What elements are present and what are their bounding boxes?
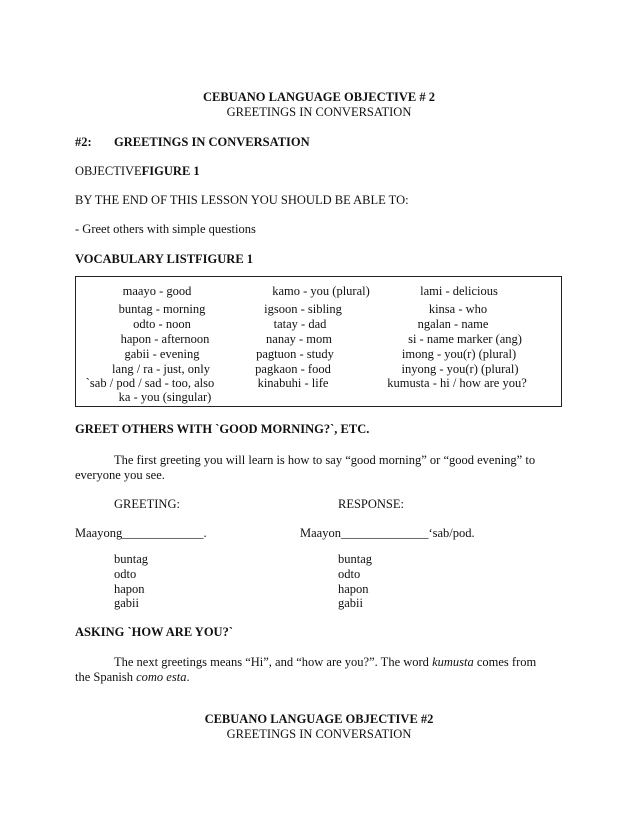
asking-text: the Spanish: [75, 670, 137, 684]
vocab-entry: lang / ra - just, only: [112, 362, 210, 376]
vocab-entry: ka - you (singular): [118, 390, 212, 404]
asking-text: comes from: [473, 655, 537, 669]
objective-item: - Greet others with simple questions: [75, 222, 256, 236]
vocab-entry: imong - you(r) (plural): [401, 347, 517, 361]
asking-paragraph-line2: [75, 670, 190, 686]
vocab-entry: `sab / pod / sad - too, also: [85, 376, 215, 390]
objective-label: [75, 164, 200, 180]
asking-text: The next greetings means “Hi”, and “how are you?”. The word: [114, 655, 433, 669]
greeting-prompt: Maayong_____________.: [75, 526, 207, 540]
footer-subtitle: GREETINGS IN CONVERSATION: [226, 727, 412, 741]
greeting-word: hapon: [114, 582, 145, 596]
objective-figure-label: FIGURE 1: [141, 164, 200, 178]
greeting-word: buntag: [114, 552, 149, 566]
response-word: hapon: [338, 582, 369, 596]
asking-term-como-esta: como esta: [136, 670, 187, 684]
greeting-word: gabii: [114, 596, 139, 610]
response-word: odto: [338, 567, 361, 581]
vocab-entry: si - name marker (ang): [408, 332, 522, 346]
vocab-entry: pagkaon - food: [255, 362, 331, 376]
section-number: #2:: [75, 135, 92, 149]
response-prompt: Maayon______________‘sab/pod.: [300, 526, 475, 540]
page-subtitle: GREETINGS IN CONVERSATION: [226, 105, 412, 119]
vocab-entry: lami - delicious: [420, 284, 498, 298]
footer-title: CEBUANO LANGUAGE OBJECTIVE #2: [204, 712, 434, 726]
page-title: CEBUANO LANGUAGE OBJECTIVE # 2: [203, 90, 435, 104]
greet-paragraph-line1: The first greeting you will learn is how to say “good morning” or “good evening” to: [114, 453, 536, 467]
objective-intro: BY THE END OF THIS LESSON YOU SHOULD BE ABLE TO:: [75, 193, 409, 207]
vocab-entry: gabii - evening: [124, 347, 200, 361]
objective-label-plain: OBJECTIVE: [75, 164, 142, 178]
section-heading: GREETINGS IN CONVERSATION: [114, 135, 310, 149]
vocab-entry: kinsa - who: [428, 302, 488, 316]
greeting-column-label: GREETING:: [114, 497, 180, 511]
asking-term-kumusta: kumusta: [432, 655, 474, 669]
asking-heading: ASKING `HOW ARE YOU?`: [75, 625, 234, 639]
vocab-entry: hapon - afternoon: [120, 332, 210, 346]
response-column-label: RESPONSE:: [338, 497, 404, 511]
greet-heading: GREET OTHERS WITH `GOOD MORNING?`, ETC.: [75, 422, 370, 436]
greeting-word: odto: [114, 567, 137, 581]
vocab-entry: maayo - good: [122, 284, 192, 298]
response-word: buntag: [338, 552, 373, 566]
vocab-entry: nanay - mom: [266, 332, 332, 346]
vocab-entry: tatay - dad: [273, 317, 327, 331]
greet-paragraph-line2: everyone you see.: [75, 468, 165, 482]
vocab-entry: kamo - you (plural): [272, 284, 370, 298]
asking-text: .: [186, 670, 190, 684]
vocab-entry: igsoon - sibling: [264, 302, 342, 316]
vocabulary-heading: VOCABULARY LISTFIGURE 1: [75, 252, 254, 266]
response-word: gabii: [338, 596, 363, 610]
vocab-entry: ngalan - name: [417, 317, 489, 331]
vocab-entry: buntag - morning: [118, 302, 206, 316]
vocab-entry: kinabuhi - life: [257, 376, 329, 390]
vocab-entry: kumusta - hi / how are you?: [387, 376, 527, 390]
vocab-entry: odto - noon: [133, 317, 191, 331]
vocab-entry: inyong - you(r) (plural): [401, 362, 519, 376]
asking-paragraph-line1: [114, 655, 536, 671]
vocab-entry: pagtuon - study: [256, 347, 334, 361]
vocabulary-table: [75, 276, 562, 407]
